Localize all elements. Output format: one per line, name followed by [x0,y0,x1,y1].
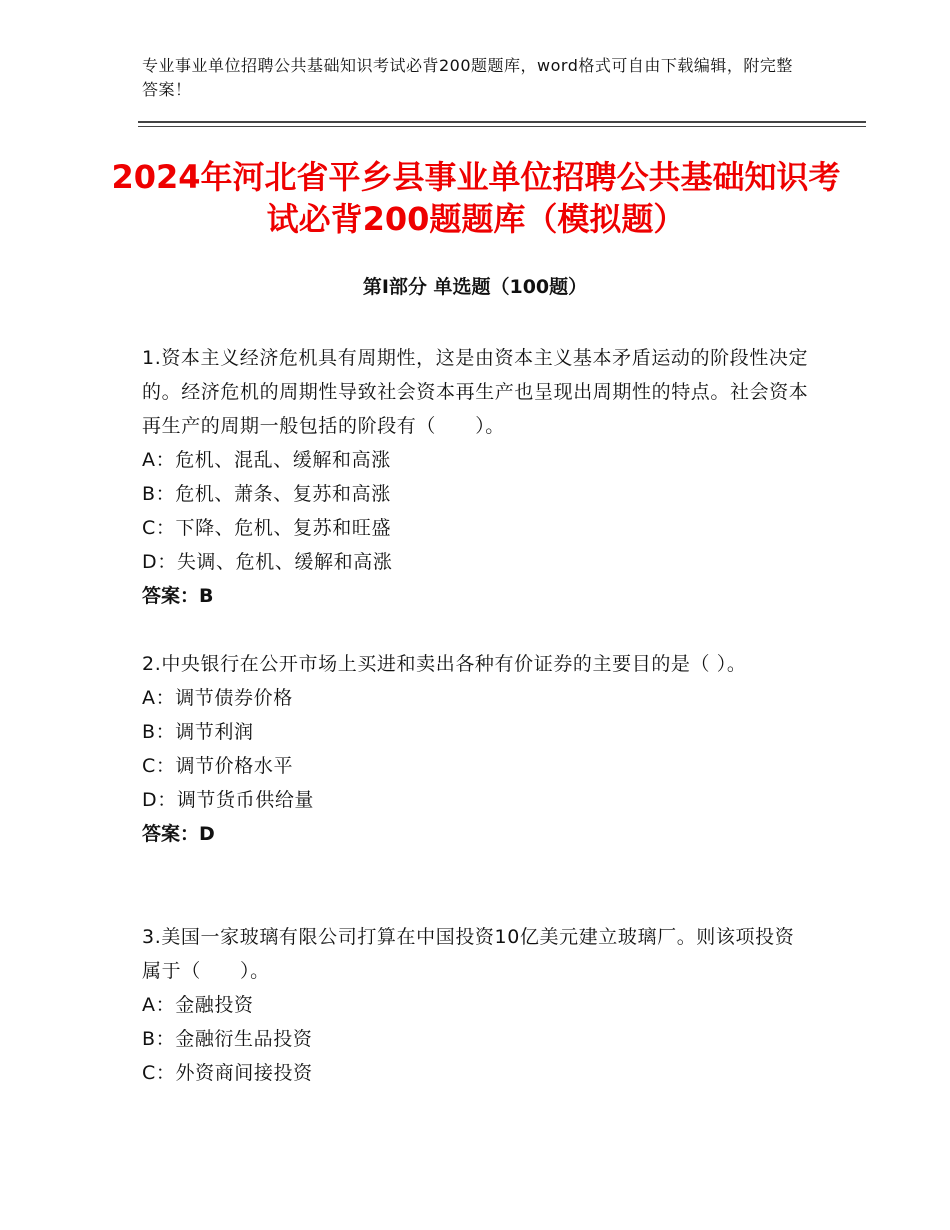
option-b: B：调节利润 [142,721,254,743]
option-a: A：危机、混乱、缓解和高涨 [142,449,391,471]
question-1 [142,341,812,613]
header-rule-thick [138,121,866,123]
question-stem: 3.美国一家玻璃有限公司打算在中国投资10亿美元建立玻璃厂。则该项投资属于（ ）。 [142,926,795,982]
answer: 答案：D [142,823,215,845]
option-d: D：调节货币供给量 [142,789,315,811]
option-c: C：外资商间接投资 [142,1062,313,1084]
option-c: C：下降、危机、复苏和旺盛 [142,517,392,539]
question-2 [142,647,812,851]
option-b: B：危机、萧条、复苏和高涨 [142,483,391,505]
option-a: A：金融投资 [142,994,254,1016]
option-a: A：调节债券价格 [142,687,293,709]
option-b: B：金融衍生品投资 [142,1028,313,1050]
question-3 [142,920,812,1090]
answer: 答案：B [142,585,214,607]
header-rule-thin [138,126,866,127]
option-c: C：调节价格水平 [142,755,294,777]
question-stem: 1.资本主义经济危机具有周期性，这是由资本主义基本矛盾运动的阶段性决定的。经济危机的周期性导致社会资本再生产也呈现出周期性的特点。社会资本再生产的周期一般包括的阶段有（ ）。 [142,347,809,437]
document-title: 2024年河北省平乡县事业单位招聘公共基础知识考试必背200题题库（模拟题） [111,158,841,238]
header-note: 专业事业单位招聘公共基础知识考试必背200题题库，word格式可自由下载编辑，附完整答案！ [142,56,793,99]
section-title: 第Ⅰ部分 单选题（100题） [362,276,588,298]
question-stem: 2.中央银行在公开市场上买进和卖出各种有价证券的主要目的是（ ）。 [142,653,747,675]
option-d: D：失调、危机、缓解和高涨 [142,551,393,573]
